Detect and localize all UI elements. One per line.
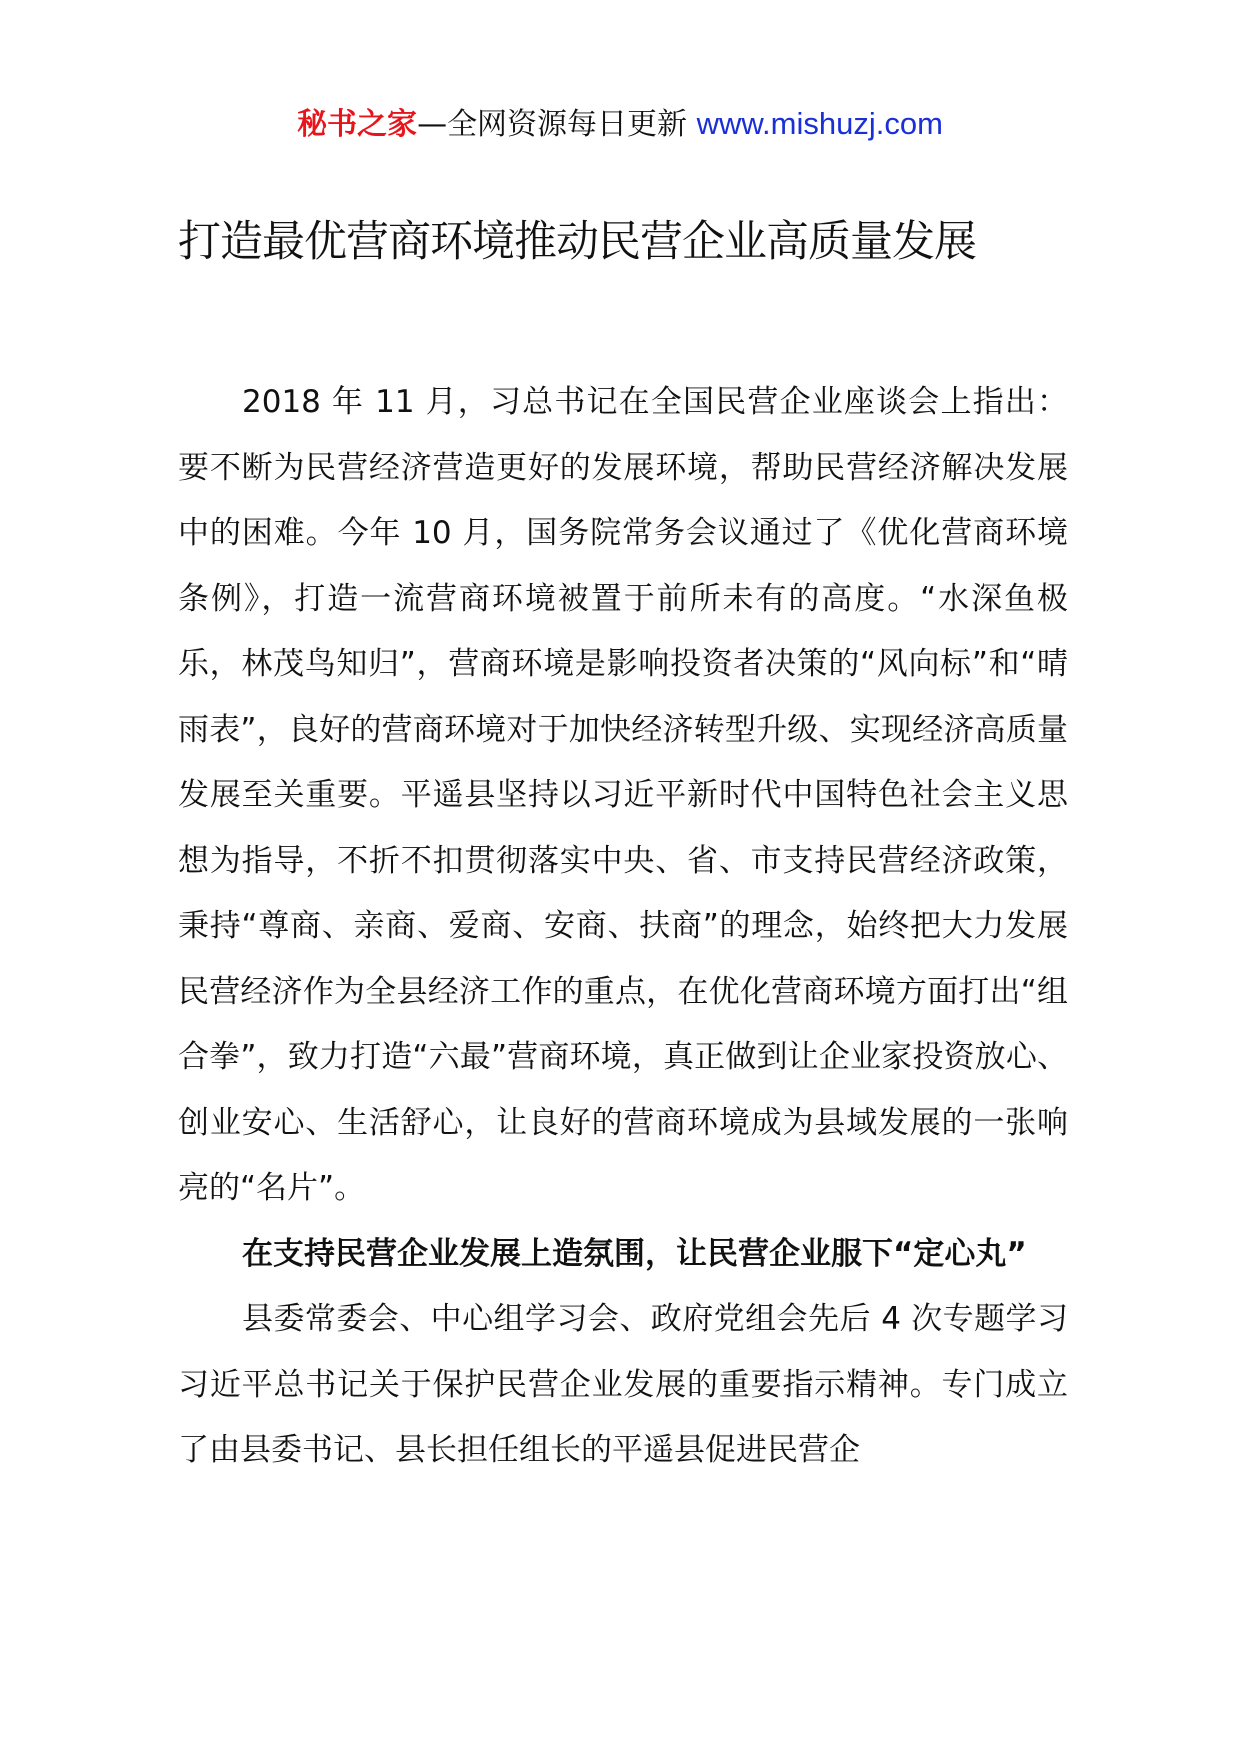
section-heading: 在支持民营企业发展上造氛围，让民营企业服下“定心丸” xyxy=(242,1235,1027,1272)
site-url-link[interactable]: www.mishuzj.com xyxy=(696,106,943,141)
site-slogan: —全网资源每日更新 xyxy=(417,107,697,142)
paragraph-intro: 2018 年 11 月，习总书记在全国民营企业座谈会上指出：要不断为民营经济营造更好的发展环境，帮助民营经济解决发展中的困难。今年 10 月，国务院常务会议通过了《优化营商环境条例》，打造一流营商环境被置于前所未有的高度。“水深鱼极乐，林茂鸟知归”，营商环境是影响投资者决策的“风向标”和“晴雨表”，良好的营商环境对于加快经济转型升级、实现经济高质量发展至关重要。平遥县坚持以习近平新时代中国特色社会主义思想为指导，不折不扣贯彻落实中央、省、市支持民营经济政策，秉持“尊商、亲商、爱商、安商、扶商”的理念，始终把大力发展民营经济作为全县经济工作的重点，在优化营商环境方面打出“组合拳”，致力打造“六最”营商环境，真正做到让企业家投资放心、创业安心、生活舒心，让良好的营商环境成为县域发展的一张响亮的“名片”。 xyxy=(178,384,1068,1206)
document-title: 打造最优营商环境推动民营企业高质量发展 xyxy=(178,217,976,267)
site-brand: 秘书之家 xyxy=(297,107,418,142)
site-header xyxy=(0,104,1240,145)
document-body xyxy=(178,370,1068,1484)
paragraph-section-1: 县委常委会、中心组学习会、政府党组会先后 4 次专题学习习近平总书记关于保护民营企业发展的重要指示精神。专门成立了由县委书记、县长担任组长的平遥县促进民营企 xyxy=(178,1301,1068,1468)
